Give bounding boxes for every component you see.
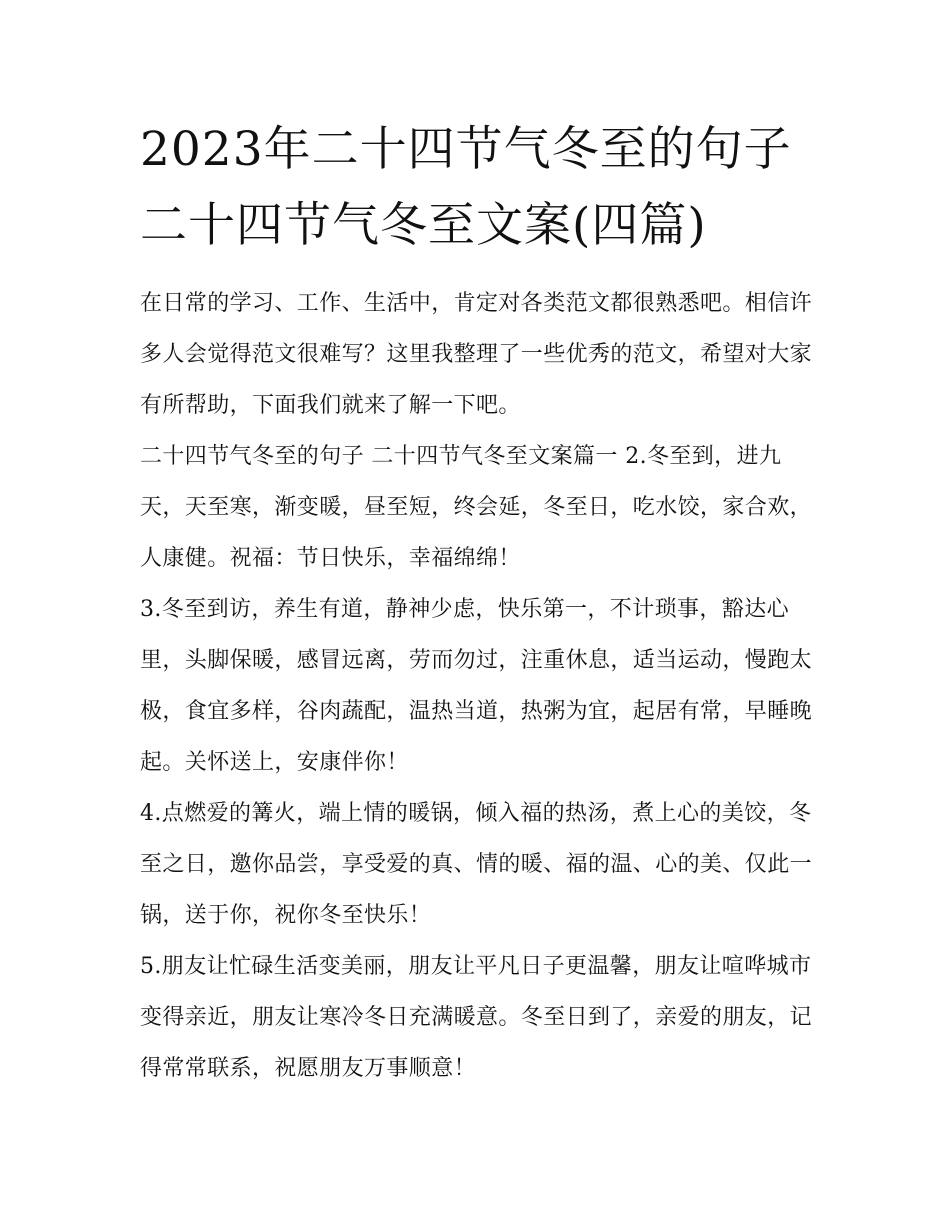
paragraph-item-5: 5.朋友让忙碌生活变美丽，朋友让平凡日子更温馨，朋友让喧哗城市变得亲近，朋友让寒冷冬日充满暖意。冬至日到了，亲爱的朋友，记得常常联系，祝愿朋友万事顺意！	[140, 954, 813, 1081]
document-body	[140, 278, 812, 1094]
intro-paragraph: 在日常的学习、工作、生活中，肯定对各类范文都很熟悉吧。相信许多人会觉得范文很难写？这里我整理了一些优秀的范文，希望对大家有所帮助，下面我们就来了解一下吧。	[140, 291, 813, 418]
title-line-2: 二十四节气冬至文案(四篇)	[140, 198, 707, 253]
paragraph-item-4: 4.点燃爱的篝火，端上情的暖锅，倾入福的热汤，煮上心的美饺，冬至之日，邀你品尝，享受爱的真、情的暖、福的温、心的美、仅此一锅，送于你，祝你冬至快乐！	[140, 801, 813, 928]
paragraph-item-3: 3.冬至到访，养生有道，静神少虑，快乐第一，不计琐事，豁达心里，头脚保暖，感冒远离，劳而勿过，注重休息，适当运动，慢跑太极，食宜多样，谷肉蔬配，温热当道，热粥为宜，起居有常，早睡晚起。关怀送上，安康伴你！	[140, 597, 813, 775]
paragraph-item-2: 二十四节气冬至的句子 二十四节气冬至文案篇一 2.冬至到，进九天，天至寒，渐变暖，昼至短，终会延，冬至日，吃水饺，家合欢，人康健。祝福：节日快乐，幸福绵绵！	[140, 444, 813, 571]
document-title	[140, 112, 820, 264]
title-line-1: 2023年二十四节气冬至的句子	[140, 122, 792, 177]
